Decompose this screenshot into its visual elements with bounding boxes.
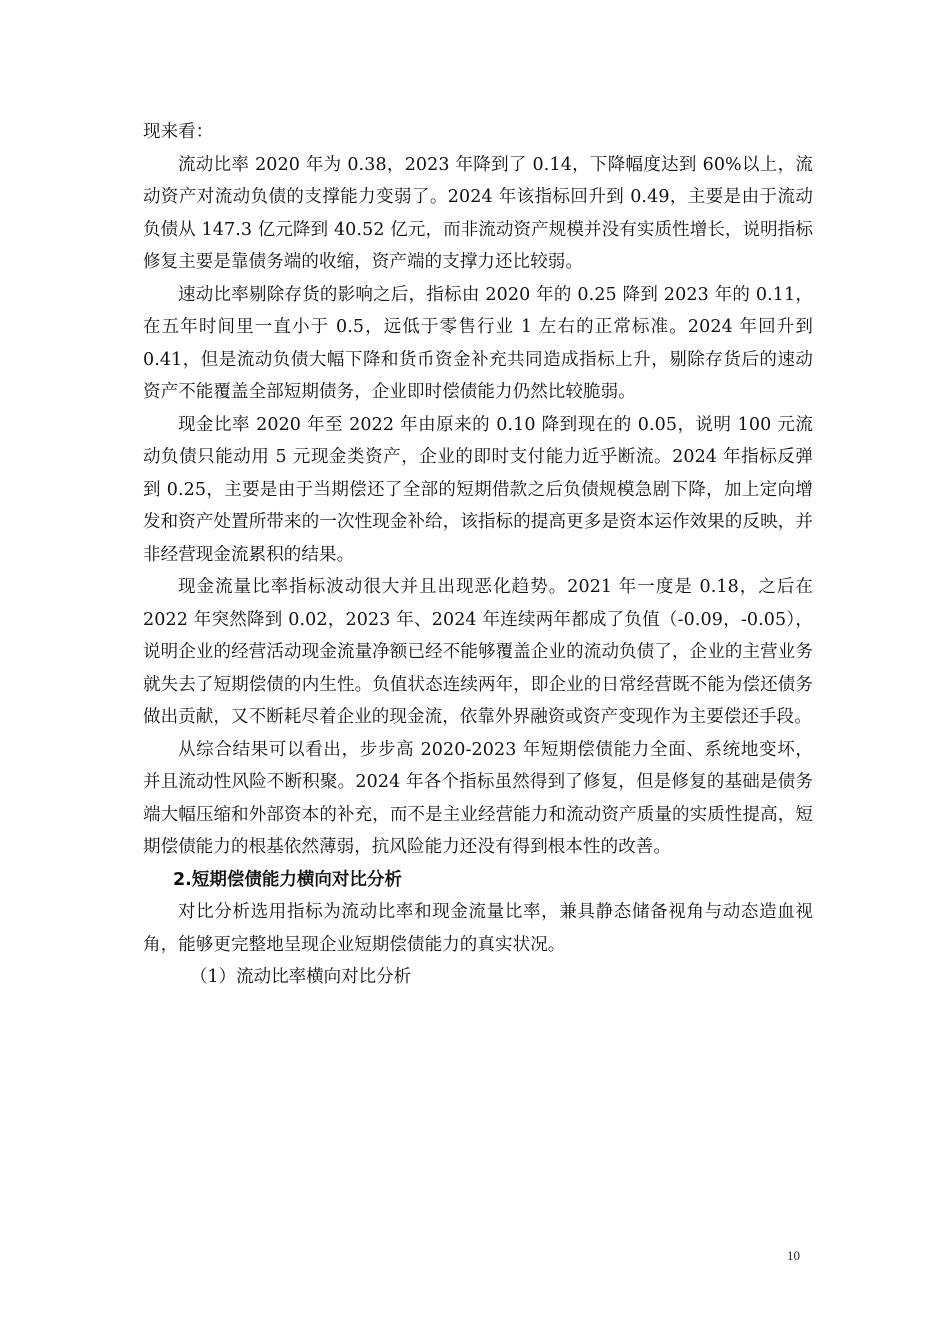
intro-fragment: 现来看： xyxy=(143,122,214,142)
page-content xyxy=(143,116,813,994)
paragraph-cash-flow-ratio: 现金流量比率指标波动很大并且出现恶化趋势。2021 年一度是 0.18，之后在 2022 年突然降到 0.02，2023 年、2024 年连续两年都成了负值（-0.09，-0.05），说明企业的经营活动现金流量净额已经不能够覆盖企业的流动负债了，企业的主营业务就失去了短期偿债的内生性。负值状态连续两年，即企业的日常经营既不能为偿还债务做出贡献，又不断耗尽着企业的现金流，依靠外界融资或资产变现作为主要偿还手段。 xyxy=(143,577,813,727)
paragraph-summary: 从综合结果可以看出，步步高 2020-2023 年短期偿债能力全面、系统地变坏，并且流动性风险不断积聚。2024 年各个指标虽然得到了修复，但是修复的基础是债务端大幅压缩和外部资本的补充，而不是主业经营能力和流动资产质量的实质性提高，短期偿债能力的根基依然薄弱，抗风险能力还没有得到根本性的改善。 xyxy=(143,739,813,857)
page-number: 10 xyxy=(787,1248,800,1263)
section-heading: 2.短期偿债能力横向对比分析 xyxy=(173,869,402,890)
section-paragraph: 对比分析选用指标为流动比率和现金流量比率，兼具静态储备视角与动态造血视角，能够更完整地呈现企业短期偿债能力的真实状况。 xyxy=(143,902,813,955)
paragraph-current-ratio: 流动比率 2020 年为 0.38，2023 年降到了 0.14，下降幅度达到 60%以上，流动资产对流动负债的支撑能力变弱了。2024 年该指标回升到 0.49，主要是由于流动负债从 147.3 亿元降到 40.52 亿元，而非流动资产规模并没有实质性增长，说明指标修复主要是靠债务端的收缩，资产端的支撑力还比较弱。 xyxy=(143,154,813,272)
paragraph-quick-ratio: 速动比率剔除存货的影响之后，指标由 2020 年的 0.25 降到 2023 年的 0.11，在五年时间里一直小于 0.5，远低于零售行业 1 左右的正常标准。2024 年回升到 0.41，但是流动负债大幅下降和货币资金补充共同造成指标上升，剔除存货后的速动资产不能覆盖全部短期债务，企业即时偿债能力仍然比较脆弱。 xyxy=(143,284,813,402)
paragraph-cash-ratio: 现金比率 2020 年至 2022 年由原来的 0.10 降到现在的 0.05，说明 100 元流动负债只能动用 5 元现金类资产，企业的即时支付能力近乎断流。2024 年指标反弹到 0.25，主要是由于当期偿还了全部的短期借款之后负债规模急剧下降，加上定向增发和资产处置所带来的一次性现金补给，该指标的提高更多是资本运作效果的反映，并非经营现金流累积的结果。 xyxy=(143,414,813,565)
sub-heading: （1）流动比率横向对比分析 xyxy=(190,967,412,987)
